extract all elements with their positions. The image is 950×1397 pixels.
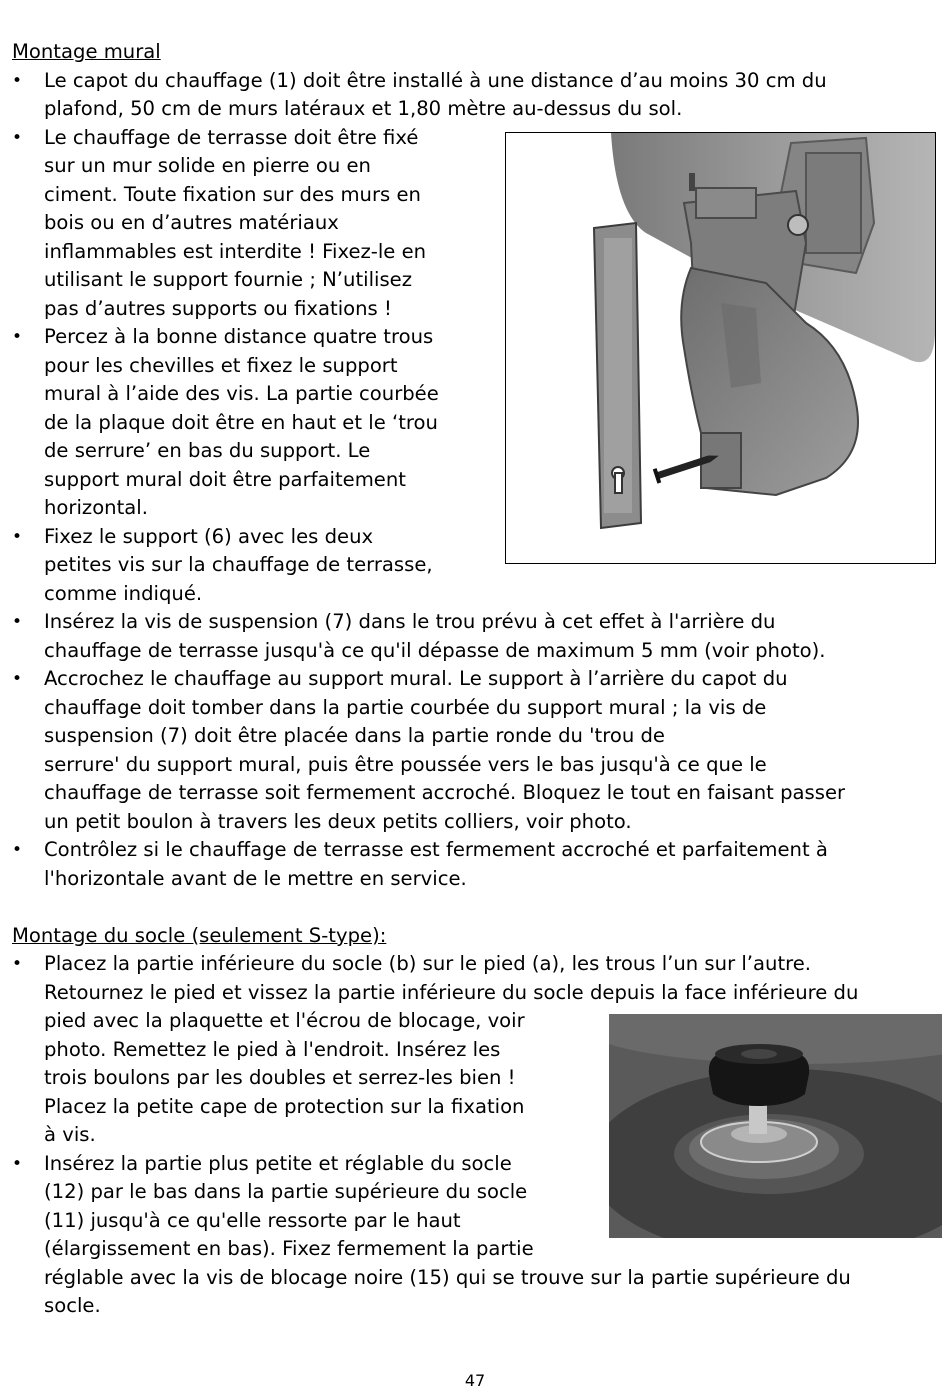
text-line: Contrôlez si le chauffage de terrasse est fermement accroché et parfaitement à [44,838,828,861]
text-line: trois boulons par les doubles et serrez-les bien ! [44,1066,516,1089]
text-line: chauffage de terrasse soit fermement accroché. Bloquez le tout en faisant passer [44,781,846,804]
text-line: comme indiqué. [44,582,203,605]
text-line: (11) jusqu'à ce qu'elle ressorte par le haut [44,1209,461,1232]
bullet-marker: • [12,527,23,547]
text-line: suspension (7) doit être placée dans la partie ronde du 'trou de [44,724,665,747]
text-line: Fixez le support (6) avec les deux [44,525,374,548]
text-line: Le chauffage de terrasse doit être fixé [44,126,419,149]
text-line: Insérez la vis de suspension (7) dans le trou prévu à cet effet à l'arrière du [44,610,776,633]
text-line: support mural doit être parfaitement [44,468,406,491]
text-line: plafond, 50 cm de murs latéraux et 1,80 mètre au-dessus du sol. [44,97,683,120]
text-line: l'horizontale avant de le mettre en service. [44,867,467,890]
bullet-marker: • [12,1154,23,1174]
text-line: Retournez le pied et vissez la partie inférieure du socle depuis la face inférieure du [44,981,859,1004]
text-line: petites vis sur la chauffage de terrasse, [44,553,433,576]
text-line: sur un mur solide en pierre ou en [44,154,371,177]
base-knob-photo [609,1014,942,1238]
text-line: un petit boulon à travers les deux petits colliers, voir photo. [44,810,632,833]
text-line: pied avec la plaquette et l'écrou de blocage, voir [44,1009,525,1032]
text-line: inflammables est interdite ! Fixez-le en [44,240,427,263]
text-line: Accrochez le chauffage au support mural. Le support à l’arrière du capot du [44,667,788,690]
text-line: (élargissement en bas). Fixez fermement la partie [44,1237,534,1260]
text-line: chauffage doit tomber dans la partie courbée du support mural ; la vis de [44,696,767,719]
text-line: à vis. [44,1123,96,1146]
wall-bracket-photo [505,132,936,564]
bullet-marker: • [12,128,23,148]
text-line: utilisant le support fournie ; N’utilisez [44,268,413,291]
text-line: socle. [44,1294,101,1317]
bullet-marker: • [12,612,23,632]
text-line: mural à l’aide des vis. La partie courbée [44,382,439,405]
text-line: Insérez la partie plus petite et réglable du socle [44,1152,512,1175]
text-line: horizontal. [44,496,148,519]
page-number: 47 [464,1371,486,1390]
text-line: Percez à la bonne distance quatre trous [44,325,434,348]
bullet-marker: • [12,669,23,689]
text-line: bois ou en d’autres matériaux [44,211,339,234]
text-line: ciment. Toute fixation sur des murs en [44,183,421,206]
text-line: pas d’autres supports ou fixations ! [44,297,392,320]
text-line: Placez la petite cape de protection sur la fixation [44,1095,525,1118]
text-line: (12) par le bas dans la partie supérieure du socle [44,1180,528,1203]
bullet-marker: • [12,840,23,860]
text-line: Placez la partie inférieure du socle (b) sur le pied (a), les trous l’un sur l’autre. [44,952,812,975]
bullet-marker: • [12,71,23,91]
text-line: réglable avec la vis de blocage noire (15) qui se trouve sur la partie supérieure du [44,1266,851,1289]
wall-bracket-illustration [506,133,935,563]
section-heading-wall-mount: Montage mural [12,40,161,63]
section-heading-base-mount: Montage du socle (seulement S-type): [12,924,387,947]
text-line: chauffage de terrasse jusqu'à ce qu'il dépasse de maximum 5 mm (voir photo). [44,639,826,662]
text-line: photo. Remettez le pied à l'endroit. Insérez les [44,1038,501,1061]
base-knob-illustration [609,1014,942,1238]
text-line: serrure' du support mural, puis être poussée vers le bas jusqu'à ce que le [44,753,767,776]
text-line: Le capot du chauffage (1) doit être installé à une distance d’au moins 30 cm du [44,69,827,92]
text-line: pour les chevilles et fixez le support [44,354,398,377]
text-line: de serrure’ en bas du support. Le [44,439,371,462]
bullet-marker: • [12,954,23,974]
bullet-marker: • [12,327,23,347]
text-line: de la plaque doit être en haut et le ‘trou [44,411,438,434]
